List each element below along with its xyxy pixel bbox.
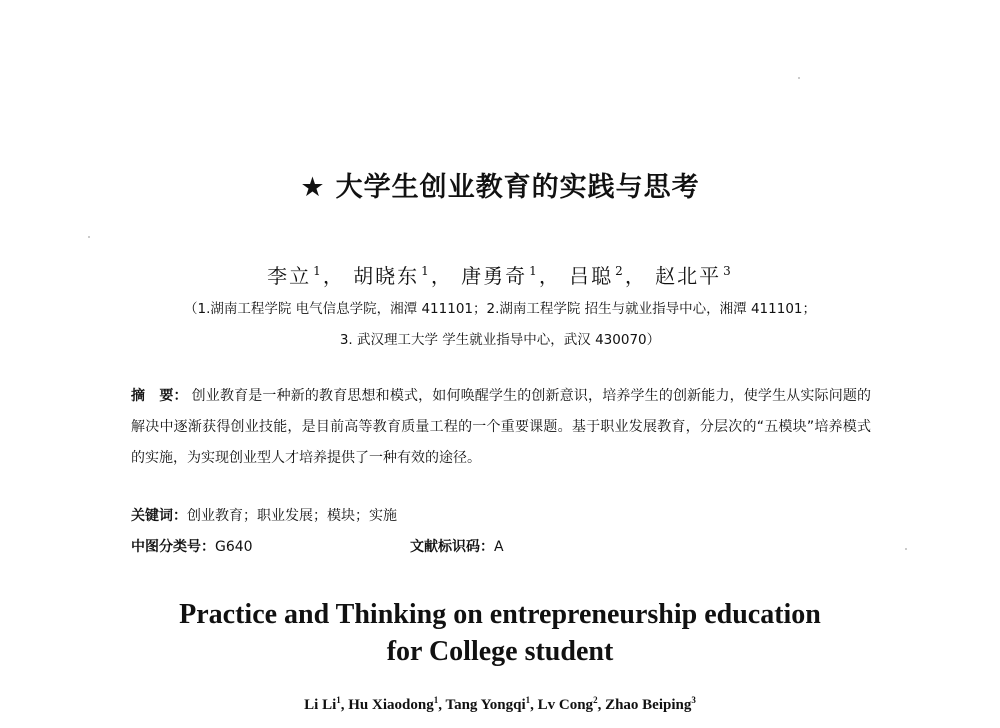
abstract-label: 摘 要：: [131, 388, 188, 404]
affiliation-line-2: 3. 武汉理工大学 学生就业指导中心，武汉 430070）: [339, 332, 661, 348]
scan-speck: [905, 548, 907, 550]
author-en: Lv Cong$^2$: [537, 695, 598, 713]
author-en: Zhao Beiping$^3$: [605, 695, 696, 713]
chinese-authors: 李立 $^1$， 胡晓东 $^1$， 唐勇奇 $^1$， 吕聪 $^2$， 赵北平 $^3$: [267, 264, 733, 288]
classification-number: [131, 536, 253, 556]
scan-speck: [798, 77, 800, 79]
classification-value: G640: [215, 539, 253, 555]
keywords-label: 关键词：: [131, 508, 187, 524]
author-zh: 赵北平 $^3$: [655, 264, 733, 288]
author-zh: 吕聪 $^2$: [569, 264, 625, 288]
chinese-title-text: 大学生创业教育的实践与思考: [335, 172, 700, 203]
chinese-title: [0, 165, 1000, 204]
abstract-text: 创业教育是一种新的教育思想和模式，如何唤醒学生的创新意识，培养学生的创新能力，使学生从实际问题的解决中逐渐获得创业技能，是目前高等教育质量工程的一个重要课题。基于职业发展教育，分层次的“五模块”培养模式的实施，为实现创业型人才培养提供了一种有效的途径。: [131, 388, 872, 466]
document-code: [410, 536, 504, 556]
document-code-value: A: [494, 539, 504, 555]
english-title-line-1: Practice and Thinking on entrepreneurship education: [179, 599, 821, 630]
keywords: [131, 505, 397, 525]
abstract: [131, 381, 871, 474]
affiliation-line-1: （1.湖南工程学院 电气信息学院，湘潭 411101；2.湖南工程学院 招生与就业指导中心，湘潭 411101；: [184, 301, 816, 317]
star-icon: ★: [300, 172, 326, 203]
author-zh: 唐勇奇 $^1$: [461, 264, 539, 288]
author-en: Li Li$^1$: [304, 695, 341, 713]
author-en: Hu Xiaodong$^1$: [348, 695, 439, 713]
english-title: [0, 596, 1000, 670]
author-en: Tang Yongqi$^1$: [445, 695, 531, 713]
author-zh: 胡晓东 $^1$: [353, 264, 431, 288]
author-zh: 李立 $^1$: [267, 264, 323, 288]
keywords-text: 创业教育；职业发展；模块；实施: [187, 508, 397, 524]
document-code-label: 文献标识码：: [410, 539, 494, 555]
classification-label: 中图分类号：: [131, 539, 215, 555]
english-authors: Li Li$^1$, Hu Xiaodong$^1$, Tang Yongqi$^1$, Lv Cong$^2$, Zhao Beiping$^3$: [304, 695, 696, 713]
english-title-line-2: for College student: [386, 636, 614, 667]
scan-speck: [88, 236, 90, 238]
